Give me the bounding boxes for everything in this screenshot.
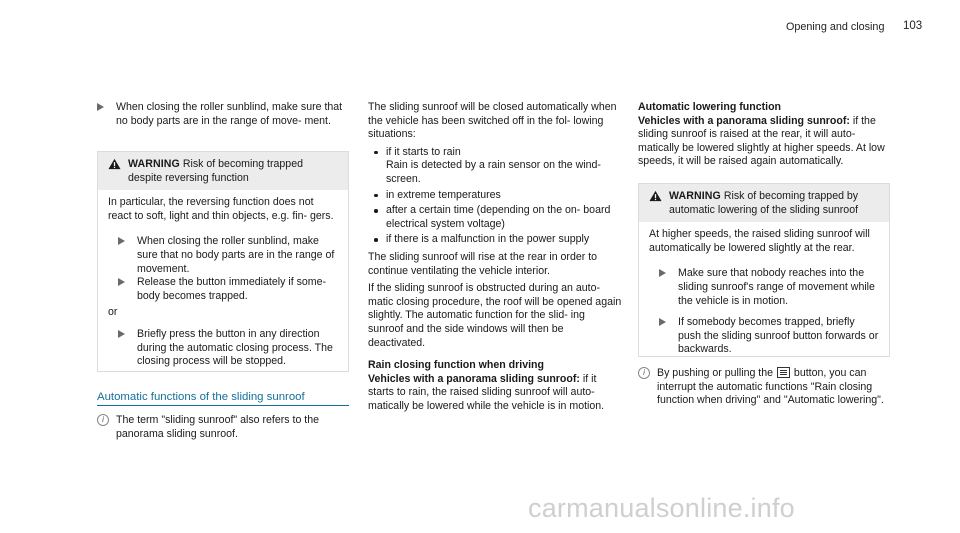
- step-text: If somebody becomes trapped, briefly push the sliding sunroof button forwards or backwards.: [678, 316, 879, 356]
- note-info-icon: i: [97, 414, 109, 426]
- step-arrow-icon: [659, 269, 666, 277]
- watermark: carmanualsonline.info: [528, 493, 795, 523]
- note-text-b: button, you can interrupt the automatic functions "Rain closing function when driving" and "Automatic lowering".: [657, 367, 884, 407]
- note-text-a: By pushing or pulling the: [657, 367, 774, 379]
- warning-title-text: Risk of becoming trapped by automatic lowering of the sliding sunroof: [669, 190, 859, 216]
- section-title: Automatic functions of the sliding sunroof: [97, 391, 305, 403]
- note: [638, 367, 890, 408]
- step-text: Release the button immediately if some- body becomes trapped.: [137, 276, 327, 302]
- section-title-rule: [97, 405, 349, 406]
- instruction-step: [659, 267, 879, 308]
- warning-header: [639, 184, 889, 222]
- running-header-section: Opening and closing: [786, 21, 885, 33]
- warning-title: WARNING: [128, 158, 180, 170]
- automatic-lowering-body: if the sliding sunroof is raised at the rear, it will auto- matically be lowered slightly at higher speeds. At low speeds, it will be raised again automatically.: [638, 114, 885, 168]
- rain-closing-body: if it starts to rain, the raised sliding sunroof will auto- matically be lowered while the vehicle is in motion.: [368, 372, 605, 412]
- column-2: [368, 101, 622, 413]
- warning-triangle-icon: [108, 158, 121, 170]
- step-arrow-icon: [659, 318, 666, 326]
- step-text: When closing the roller sunblind, make sure that no body parts are in the range of move- ment.: [116, 101, 343, 127]
- step-arrow-icon: [118, 237, 125, 245]
- rain-closing-text: [368, 373, 622, 414]
- obstructed-text: If the sliding sunroof is obstructed during an auto- matic closing procedure, the roof will be opened again slightly. The automatic function for the slid- ing sunroof and the side windows will then be deactivated.: [368, 282, 622, 349]
- instruction-step: [97, 101, 349, 128]
- step-arrow-icon: [118, 278, 125, 286]
- page-number: 103: [903, 20, 923, 32]
- instruction-step: [118, 235, 338, 276]
- step-text: Briefly press the button in any direction during the automatic closing process. The closing process will be stopped.: [137, 327, 333, 368]
- list-item: in extreme temperatures: [368, 189, 622, 203]
- warning-box-trapped-reversing: [97, 151, 349, 372]
- warning-triangle-icon: [649, 190, 662, 202]
- note-info-icon: i: [638, 367, 650, 379]
- instruction-step: [659, 316, 879, 357]
- step-arrow-icon: [118, 330, 125, 338]
- column-3: [638, 101, 890, 169]
- warning-title-text: Risk of becoming trapped despite reversing function: [128, 158, 303, 184]
- warning-title: WARNING: [669, 190, 721, 202]
- automatic-lowering-text: [638, 115, 890, 169]
- or-label: or: [108, 306, 118, 319]
- vehicle-condition-lead: Vehicles with a panorama sliding sunroof:: [368, 372, 580, 385]
- sunroof-button-icon: [777, 367, 790, 378]
- column-1: [97, 101, 349, 128]
- vehicle-condition-lead: Vehicles with a panorama sliding sunroof:: [638, 114, 850, 127]
- intro-text: The sliding sunroof will be closed automatically when the vehicle has been switched off in the fol- lowing situations:: [368, 101, 617, 141]
- instruction-step: [118, 328, 338, 369]
- rain-sensor-text: Rain is detected by a rain sensor on the wind- screen.: [386, 159, 601, 185]
- subheading-rain-closing: Rain closing function when driving: [368, 359, 544, 372]
- warning-body-text: At higher speeds, the raised sliding sunroof will automatically be lowered slightly at the rear.: [649, 228, 870, 254]
- instruction-step: [118, 276, 338, 303]
- step-arrow-icon: [97, 103, 104, 111]
- warning-body: [98, 190, 348, 377]
- reopen-text: The sliding sunroof will rise at the rear in order to continue ventilating the vehicle interior.: [368, 250, 598, 277]
- list-item: after a certain time (depending on the on- board electrical system voltage): [368, 204, 622, 231]
- warning-header: [98, 152, 348, 190]
- subheading-automatic-lowering: Automatic lowering function: [638, 101, 782, 113]
- note-text: The term "sliding sunroof" also refers to the panorama sliding sunroof.: [116, 414, 320, 440]
- step-text: When closing the roller sunblind, make sure that no body parts are in the range of movement.: [137, 235, 335, 275]
- step-text: Make sure that nobody reaches into the sliding sunroof's range of movement while the vehicle is in motion.: [678, 267, 875, 307]
- warning-body: [639, 222, 889, 365]
- warning-body-text: In particular, the reversing function does not react to soft, light and thin objects, e.g. fin- gers.: [108, 196, 334, 222]
- list-item: if it starts to rain: [368, 146, 622, 160]
- warning-box-automatic-lowering: [638, 183, 890, 357]
- note: [97, 414, 349, 441]
- list-item: if there is a malfunction in the power supply: [368, 233, 622, 247]
